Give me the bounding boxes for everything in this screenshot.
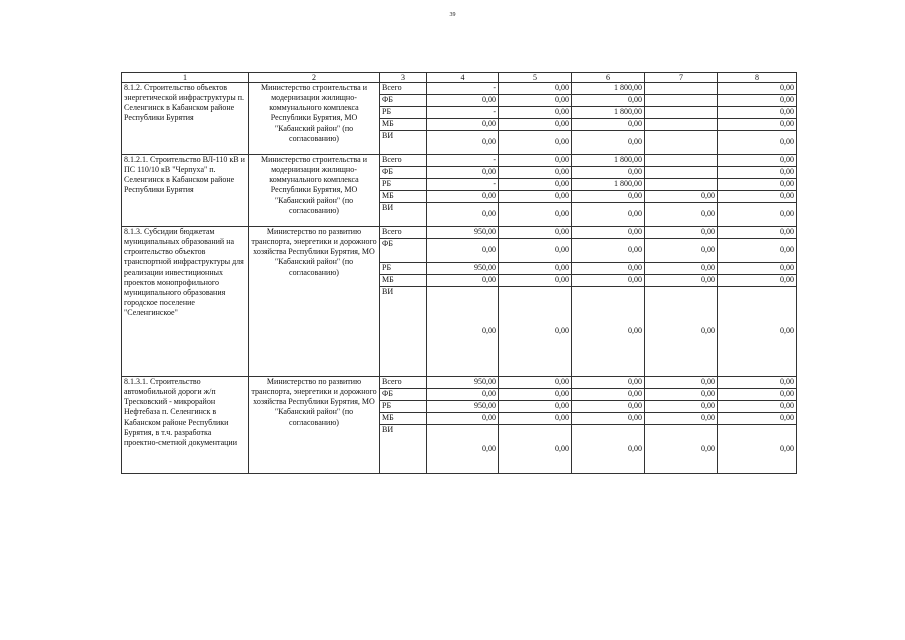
amount-cell: 1 800,00 [572, 179, 645, 191]
executor-name: Министерство по развитию транспорта, энергетики и дорожного хозяйства Республики Бурятия, МО "Кабанский район" (по согласованию) [249, 227, 380, 377]
amount-cell: 0,00 [645, 275, 718, 287]
amount-cell: 0,00 [572, 413, 645, 425]
amount-cell: 950,00 [427, 227, 499, 239]
amount-cell: 0,00 [572, 191, 645, 203]
funding-source-code: ВИ [380, 131, 427, 155]
funding-source-code: Всего [380, 377, 427, 389]
funding-source-code: ФБ [380, 95, 427, 107]
amount-cell: 0,00 [718, 107, 797, 119]
executor-name: Министерство по развитию транспорта, энергетики и дорожного хозяйства Республики Бурятия, МО "Кабанский район" (по согласованию) [249, 377, 380, 474]
header-cell: 3 [380, 73, 427, 83]
amount-cell: - [427, 83, 499, 95]
amount-cell: 0,00 [499, 155, 572, 167]
table-row [122, 377, 797, 389]
amount-cell: 0,00 [572, 263, 645, 275]
amount-cell: 0,00 [427, 413, 499, 425]
amount-cell: 0,00 [427, 203, 499, 227]
amount-cell: 0,00 [718, 131, 797, 155]
amount-cell: 0,00 [645, 191, 718, 203]
amount-cell: 0,00 [427, 425, 499, 474]
amount-cell: 0,00 [645, 227, 718, 239]
amount-cell: 0,00 [572, 239, 645, 263]
funding-source-code: МБ [380, 413, 427, 425]
amount-cell: 0,00 [427, 239, 499, 263]
amount-cell: 1 800,00 [572, 155, 645, 167]
table-row [122, 155, 797, 167]
funding-source-code: ВИ [380, 203, 427, 227]
amount-cell: 0,00 [572, 119, 645, 131]
activity-name: 8.1.2.1. Строительство ВЛ-110 кВ и ПС 110/10 кВ "Черпуха" п. Селенгинск в Кабанском районе Республики Бурятия [122, 155, 249, 227]
amount-cell: - [427, 155, 499, 167]
amount-cell: 0,00 [645, 203, 718, 227]
funding-source-code: МБ [380, 275, 427, 287]
amount-cell [645, 95, 718, 107]
amount-cell: 0,00 [718, 413, 797, 425]
amount-cell: 0,00 [645, 425, 718, 474]
amount-cell: 0,00 [499, 263, 572, 275]
amount-cell: 0,00 [499, 107, 572, 119]
header-cell: 6 [572, 73, 645, 83]
amount-cell [645, 119, 718, 131]
amount-cell: 0,00 [572, 425, 645, 474]
funding-source-code: МБ [380, 119, 427, 131]
amount-cell: 0,00 [499, 239, 572, 263]
amount-cell: 0,00 [427, 167, 499, 179]
amount-cell: 0,00 [572, 131, 645, 155]
amount-cell: 1 800,00 [572, 107, 645, 119]
funding-source-code: ФБ [380, 389, 427, 401]
amount-cell: 0,00 [499, 191, 572, 203]
amount-cell [645, 155, 718, 167]
amount-cell: 0,00 [427, 119, 499, 131]
amount-cell: 0,00 [645, 401, 718, 413]
amount-cell: 0,00 [572, 389, 645, 401]
header-cell: 2 [249, 73, 380, 83]
funding-source-code: РБ [380, 107, 427, 119]
amount-cell: 0,00 [499, 167, 572, 179]
amount-cell: 0,00 [499, 287, 572, 377]
amount-cell: 950,00 [427, 263, 499, 275]
amount-cell: 0,00 [718, 377, 797, 389]
amount-cell: 0,00 [718, 95, 797, 107]
activity-name: 8.1.3.1. Строительство автомобильной дороги ж/п Тресковский - микрорайон Нефтебаза п. Селенгинск в Кабанском районе Республики Бурятия, в т.ч. разработка проектно-сметной документации [122, 377, 249, 474]
funding-source-code: РБ [380, 263, 427, 275]
amount-cell: 0,00 [572, 401, 645, 413]
amount-cell: 0,00 [718, 401, 797, 413]
funding-source-code: ФБ [380, 239, 427, 263]
header-row [122, 73, 797, 83]
amount-cell: 0,00 [572, 203, 645, 227]
amount-cell: 0,00 [718, 191, 797, 203]
amount-cell [645, 107, 718, 119]
funding-source-code: ВИ [380, 425, 427, 474]
amount-cell: 950,00 [427, 377, 499, 389]
amount-cell: 0,00 [718, 155, 797, 167]
table-row [122, 227, 797, 239]
header-cell: 5 [499, 73, 572, 83]
header-cell: 4 [427, 73, 499, 83]
amount-cell [645, 83, 718, 95]
amount-cell [645, 179, 718, 191]
amount-cell: 0,00 [572, 275, 645, 287]
amount-cell: 0,00 [427, 389, 499, 401]
funding-source-code: РБ [380, 179, 427, 191]
funding-source-code: Всего [380, 83, 427, 95]
amount-cell: 0,00 [718, 263, 797, 275]
amount-cell: 0,00 [718, 119, 797, 131]
amount-cell: 0,00 [499, 377, 572, 389]
amount-cell: 0,00 [499, 275, 572, 287]
amount-cell: 0,00 [718, 287, 797, 377]
amount-cell: 0,00 [427, 287, 499, 377]
amount-cell: 0,00 [499, 95, 572, 107]
amount-cell: 0,00 [499, 203, 572, 227]
header-cell: 8 [718, 73, 797, 83]
amount-cell: 0,00 [572, 167, 645, 179]
amount-cell: 0,00 [718, 179, 797, 191]
amount-cell: 0,00 [645, 413, 718, 425]
amount-cell: 0,00 [499, 227, 572, 239]
amount-cell [645, 131, 718, 155]
amount-cell: 0,00 [718, 275, 797, 287]
amount-cell [645, 167, 718, 179]
amount-cell: 0,00 [427, 131, 499, 155]
amount-cell: 0,00 [718, 203, 797, 227]
amount-cell: 0,00 [499, 389, 572, 401]
executor-name: Министерство строительства и модернизации жилищно-коммунального комплекса Республики Бурятия, МО "Кабанский район" (по согласованию) [249, 155, 380, 227]
amount-cell: 0,00 [645, 389, 718, 401]
amount-cell: 0,00 [499, 119, 572, 131]
activity-name: 8.1.2. Строительство объектов энергетической инфраструктуры п. Селенгинск в Кабанском районе Республики Бурятия [122, 83, 249, 155]
amount-cell: 0,00 [645, 239, 718, 263]
funding-source-code: Всего [380, 227, 427, 239]
activity-name: 8.1.3. Субсидии бюджетам муниципальных образований на строительство объектов транспортной инфраструктуры для реализации инвестиционных проектов монопрофильного муниципального образования городское поселение "Селенгинское" [122, 227, 249, 377]
page-number: 39 [449, 12, 456, 18]
funding-table [121, 72, 797, 474]
amount-cell: 0,00 [572, 377, 645, 389]
amount-cell: 0,00 [572, 95, 645, 107]
amount-cell: 0,00 [427, 191, 499, 203]
amount-cell: 0,00 [499, 401, 572, 413]
amount-cell: - [427, 107, 499, 119]
amount-cell: 0,00 [572, 227, 645, 239]
amount-cell: 0,00 [499, 83, 572, 95]
amount-cell: 0,00 [427, 95, 499, 107]
amount-cell: 1 800,00 [572, 83, 645, 95]
funding-source-code: Всего [380, 155, 427, 167]
amount-cell: 0,00 [718, 83, 797, 95]
funding-source-code: ВИ [380, 287, 427, 377]
amount-cell: 0,00 [718, 239, 797, 263]
amount-cell: 0,00 [572, 287, 645, 377]
header-cell: 7 [645, 73, 718, 83]
funding-source-code: МБ [380, 191, 427, 203]
amount-cell: 0,00 [499, 425, 572, 474]
amount-cell: 0,00 [718, 389, 797, 401]
funding-source-code: РБ [380, 401, 427, 413]
amount-cell: 0,00 [499, 179, 572, 191]
amount-cell: 950,00 [427, 401, 499, 413]
amount-cell: 0,00 [718, 167, 797, 179]
amount-cell: - [427, 179, 499, 191]
funding-source-code: ФБ [380, 167, 427, 179]
amount-cell: 0,00 [645, 263, 718, 275]
amount-cell: 0,00 [645, 377, 718, 389]
amount-cell: 0,00 [718, 425, 797, 474]
amount-cell: 0,00 [718, 227, 797, 239]
table-row [122, 83, 797, 95]
header-cell: 1 [122, 73, 249, 83]
executor-name: Министерство строительства и модернизации жилищно-коммунального комплекса Республики Бурятия, МО "Кабанский район" (по согласованию) [249, 83, 380, 155]
amount-cell: 0,00 [427, 275, 499, 287]
amount-cell: 0,00 [499, 131, 572, 155]
amount-cell: 0,00 [499, 413, 572, 425]
amount-cell: 0,00 [645, 287, 718, 377]
